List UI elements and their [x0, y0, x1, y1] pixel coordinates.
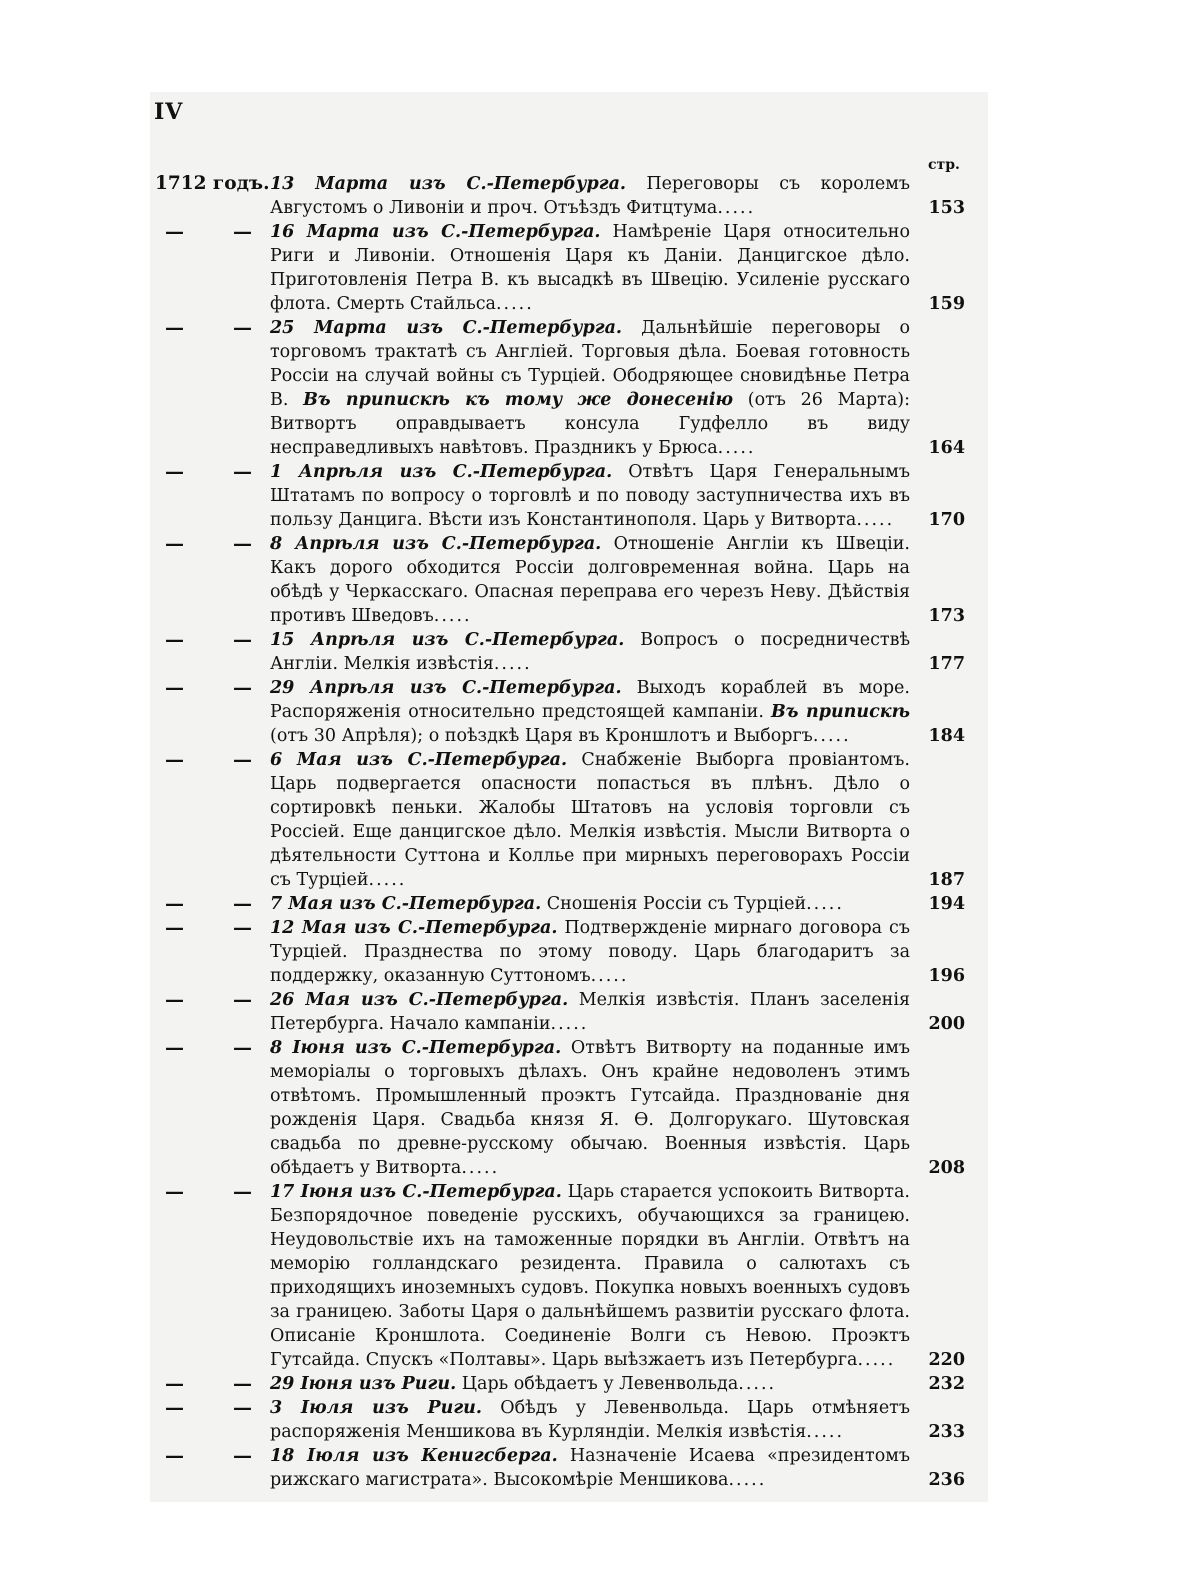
entry-text — [270, 676, 910, 748]
entry-date: 16 Марта изъ С.-Петербурга. — [270, 222, 601, 242]
table-of-contents — [155, 172, 965, 1492]
entry-text — [270, 1180, 910, 1372]
toc-entry — [155, 1444, 965, 1492]
entry-date: 6 Мая изъ С.-Петербурга. — [270, 750, 568, 770]
entry-text — [270, 220, 910, 316]
entry-text — [270, 316, 910, 460]
entry-description: Обѣдъ у Левенвольда. Царь отмѣняетъ распоряженія Меншикова въ Курляндіи. Мелкія извѣстія — [270, 1398, 911, 1442]
ditto-dash: — — [165, 749, 184, 771]
page-number: IV — [154, 99, 184, 125]
ditto-dash: — — [233, 1373, 252, 1395]
entry-italic-note: Въ припискѣ къ тому же донесенію — [303, 390, 734, 410]
toc-entry — [155, 532, 965, 628]
entry-date: 13 Марта изъ С.-Петербурга. — [270, 174, 627, 194]
toc-entry — [155, 460, 965, 532]
ditto-dash: — — [233, 677, 252, 699]
entry-text — [270, 628, 910, 676]
leader-dots: ..... — [433, 606, 472, 626]
leader-dots: ..... — [590, 966, 629, 986]
leader-dots: ..... — [857, 1350, 896, 1370]
entry-description: Дальнѣйшіе переговоры о торговомъ трактатѣ съ Англіей. Торговыя дѣла. Боевая готовность Россіи на случай войны съ Турціей. Ободряющее сновидѣнье Петра В. — [270, 318, 910, 410]
leader-dots: ..... — [806, 1422, 845, 1442]
entry-lead — [155, 748, 270, 772]
entry-text — [270, 748, 910, 892]
entry-description: Вопросъ о посредничествѣ Англіи. Мелкія извѣстія — [270, 630, 910, 674]
entry-text — [270, 916, 910, 988]
entry-page-number: 200 — [928, 1014, 965, 1034]
ditto-dash: — — [165, 1373, 184, 1395]
toc-entry — [155, 628, 965, 676]
page-column-header: стр. — [928, 157, 960, 173]
leader-dots: ..... — [495, 294, 534, 314]
ditto-dash: — — [233, 1181, 252, 1203]
toc-entry — [155, 748, 965, 892]
entry-page-number: 153 — [928, 198, 965, 218]
ditto-dash: — — [165, 1037, 184, 1059]
entry-description: Выходъ кораблей въ море. Распоряженія относительно предстоящей кампаніи. — [270, 678, 910, 722]
entry-page-number: 170 — [928, 510, 965, 530]
entry-page-number: 196 — [928, 966, 965, 986]
toc-entry — [155, 1180, 965, 1372]
ditto-dash: — — [165, 461, 184, 483]
leader-dots: ..... — [461, 1158, 500, 1178]
leader-dots: ..... — [738, 1374, 777, 1394]
entry-date: 1 Апрѣля изъ С.-Петербурга. — [270, 462, 613, 482]
entry-date: 18 Іюля изъ Кенигсберга. — [270, 1446, 558, 1466]
entry-description: Подтвержденіе мирнаго договора съ Турціей. Празднества по этому поводу. Царь благодаритъ за поддержку, оказанную Суттономъ — [270, 918, 910, 986]
entry-page-number: 233 — [928, 1422, 965, 1442]
ditto-dash: — — [233, 629, 252, 651]
entry-text — [270, 988, 910, 1036]
entry-description-cont: (отъ 26 Марта): Витвортъ оправдываетъ консула Гудфелло въ виду несправедливыхъ навѣтовъ. Праздникъ у Брюса — [270, 390, 910, 458]
entry-lead — [155, 1180, 270, 1204]
entry-date: 3 Іюля изъ Риги. — [270, 1398, 482, 1418]
entry-italic-note: Въ припискѣ — [770, 702, 910, 722]
ditto-dash: — — [233, 533, 252, 555]
entry-text — [270, 532, 910, 628]
ditto-dash: — — [233, 1037, 252, 1059]
entry-page-number: 184 — [928, 726, 965, 746]
ditto-dash: — — [165, 221, 184, 243]
entry-description: Отвѣтъ Царя Генеральнымъ Штатамъ по вопросу о торговлѣ и по поводу заступничества ихъ въ пользу Данцига. Вѣсти изъ Константинополя. Царь у Витворта — [270, 462, 910, 530]
ditto-dash: — — [165, 317, 184, 339]
entry-date: 17 Іюня изъ С.-Петербурга. — [270, 1182, 562, 1202]
toc-entry — [155, 1372, 965, 1396]
entry-date: 26 Мая изъ С.-Петербурга. — [270, 990, 569, 1010]
entry-text — [270, 1396, 910, 1444]
entry-description: Отношеніе Англіи къ Швеціи. Какъ дорого обходится Россіи долговременная война. Царь на обѣдѣ у Черкасскаго. Опасная переправа его черезъ Неву. Дѣйствія противъ Шведовъ — [270, 534, 910, 626]
ditto-dash: — — [165, 1445, 184, 1467]
entry-date: 29 Апрѣля изъ С.-Петербурга. — [270, 678, 622, 698]
ditto-dash: — — [165, 893, 184, 915]
ditto-dash: — — [165, 677, 184, 699]
entry-description: Мелкія извѣстія. Планъ заселенія Петербурга. Начало кампаніи — [270, 990, 910, 1034]
leader-dots: ..... — [368, 870, 407, 890]
leader-dots: ..... — [550, 1014, 589, 1034]
leader-dots: ..... — [812, 726, 851, 746]
toc-entry — [155, 1396, 965, 1444]
entry-page-number: 177 — [928, 654, 965, 674]
toc-entry — [155, 220, 965, 316]
ditto-dash: — — [233, 221, 252, 243]
ditto-dash: — — [233, 893, 252, 915]
leader-dots: ..... — [856, 510, 895, 530]
ditto-dash: — — [165, 1397, 184, 1419]
entry-text — [270, 892, 910, 916]
entry-lead — [155, 1396, 270, 1420]
ditto-dash: — — [233, 1445, 252, 1467]
ditto-dash: — — [233, 461, 252, 483]
toc-entry — [155, 988, 965, 1036]
entry-page-number: 208 — [928, 1158, 965, 1178]
ditto-dash: — — [233, 749, 252, 771]
entry-description: Назначеніе Исаева «президентомъ рижскаго магистрата». Высокомѣріе Меншикова — [270, 1446, 910, 1490]
toc-entry — [155, 892, 965, 916]
entry-lead — [155, 220, 270, 244]
toc-entry — [155, 316, 965, 460]
entry-date: 8 Апрѣля изъ С.-Петербурга. — [270, 534, 602, 554]
entry-date: 25 Марта изъ С.-Петербурга. — [270, 318, 623, 338]
leader-dots: ..... — [728, 1470, 767, 1490]
entry-text — [270, 1036, 910, 1180]
entry-page-number: 220 — [928, 1350, 965, 1370]
entry-lead — [155, 676, 270, 700]
entry-text — [270, 172, 910, 220]
ditto-dash: — — [233, 989, 252, 1011]
ditto-dash: — — [233, 917, 252, 939]
entry-date: 12 Мая изъ С.-Петербурга. — [270, 918, 558, 938]
leader-dots: ..... — [717, 438, 756, 458]
entry-lead — [155, 916, 270, 940]
entry-page-number: 187 — [928, 870, 965, 890]
entry-description: Снабженіе Выборга провіантомъ. Царь подвергается опасности попасться въ плѣнъ. Дѣло о сортировкѣ пеньки. Жалобы Штатовъ на условія торговли съ Россіей. Еще данцигское дѣло. Мелкія извѣстія. Мысли Витворта о дѣятельности Суттона и Коллье при мирныхъ переговорахъ Россіи съ Турціей — [270, 750, 910, 890]
entry-description: Переговоры съ королемъ Августомъ о Ливоніи и проч. Отъѣздъ Фитцтума — [270, 174, 910, 218]
leader-dots: ..... — [493, 654, 532, 674]
entry-page-number: 236 — [928, 1470, 965, 1490]
entry-lead — [155, 892, 270, 916]
ditto-dash: — — [165, 989, 184, 1011]
toc-entry — [155, 1036, 965, 1180]
ditto-dash: — — [233, 1397, 252, 1419]
entry-text — [270, 1444, 910, 1492]
leader-dots: ..... — [806, 894, 844, 914]
year-label: 1712 годъ. — [155, 173, 270, 194]
entry-date: 7 Мая изъ С.-Петербурга. — [270, 894, 542, 914]
entry-page-number: 164 — [928, 438, 965, 458]
entry-date: 8 Іюня изъ С.-Петербурга. — [270, 1038, 562, 1058]
entry-description: Царь старается успокоить Витворта. Безпорядочное поведеніе русскихъ, обучающихся за границею. Неудовольствіе ихъ на таможенные порядки въ Англіи. Отвѣтъ на меморію голландскаго резидента. Правила о салютахъ съ приходящихъ иноземныхъ судовъ. Покупка новыхъ военныхъ судовъ за границею. Заботы Царя о дальнѣйшемъ развитіи русскаго флота. Описаніе Кроншлота. Соединеніе Волги съ Невою. Проэктъ Гутсайда. Спускъ «Полтавы». Царь выѣзжаетъ изъ Петербурга — [270, 1182, 910, 1370]
toc-entry — [155, 676, 965, 748]
entry-lead — [155, 1372, 270, 1396]
entry-text — [270, 1372, 910, 1396]
entry-page-number: 194 — [928, 894, 965, 914]
entry-lead — [155, 532, 270, 556]
entry-page-number: 159 — [928, 294, 965, 314]
ditto-dash: — — [165, 1181, 184, 1203]
entry-page-number: 173 — [928, 606, 965, 626]
entry-description: Намѣреніе Царя относительно Риги и Ливоніи. Отношенія Царя къ Даніи. Данцигское дѣло. Приготовленія Петра В. къ высадкѣ въ Швецію. Усиленіе русскаго флота. Смерть Стайльса — [270, 222, 910, 314]
leader-dots: ..... — [717, 198, 756, 218]
entry-description: Сношенія Россіи съ Турціей — [546, 894, 807, 914]
entry-description-cont: (отъ 30 Апрѣля); о поѣздкѣ Царя въ Кроншлотъ и Выборгъ — [270, 726, 813, 746]
ditto-dash: — — [165, 533, 184, 555]
entry-lead — [155, 988, 270, 1012]
toc-entry — [155, 916, 965, 988]
ditto-dash: — — [165, 629, 184, 651]
toc-entry — [155, 172, 965, 220]
ditto-dash: — — [165, 917, 184, 939]
entry-lead — [155, 316, 270, 340]
entry-page-number: 232 — [928, 1374, 965, 1394]
entry-lead — [155, 1444, 270, 1468]
entry-lead — [155, 1036, 270, 1060]
entry-description: Царь обѣдаетъ у Левенвольда — [461, 1374, 739, 1394]
entry-lead — [155, 172, 270, 196]
ditto-dash: — — [233, 317, 252, 339]
entry-lead — [155, 628, 270, 652]
entry-lead — [155, 460, 270, 484]
entry-date: 29 Іюня изъ Риги. — [270, 1374, 457, 1394]
entry-text — [270, 460, 910, 532]
entry-description: Отвѣтъ Витворту на поданные имъ меморіалы о торговыхъ дѣлахъ. Онъ крайне недоволенъ этимъ отвѣтомъ. Промышленный проэктъ Гутсайда. Празднованіе дня рожденія Царя. Свадьба князя Я. Ѳ. Долгорукаго. Шутовская свадьба по древне-русскому обычаю. Военныя извѣстія. Царь обѣдаетъ у Витворта — [270, 1038, 910, 1178]
entry-date: 15 Апрѣля изъ С.-Петербурга. — [270, 630, 625, 650]
